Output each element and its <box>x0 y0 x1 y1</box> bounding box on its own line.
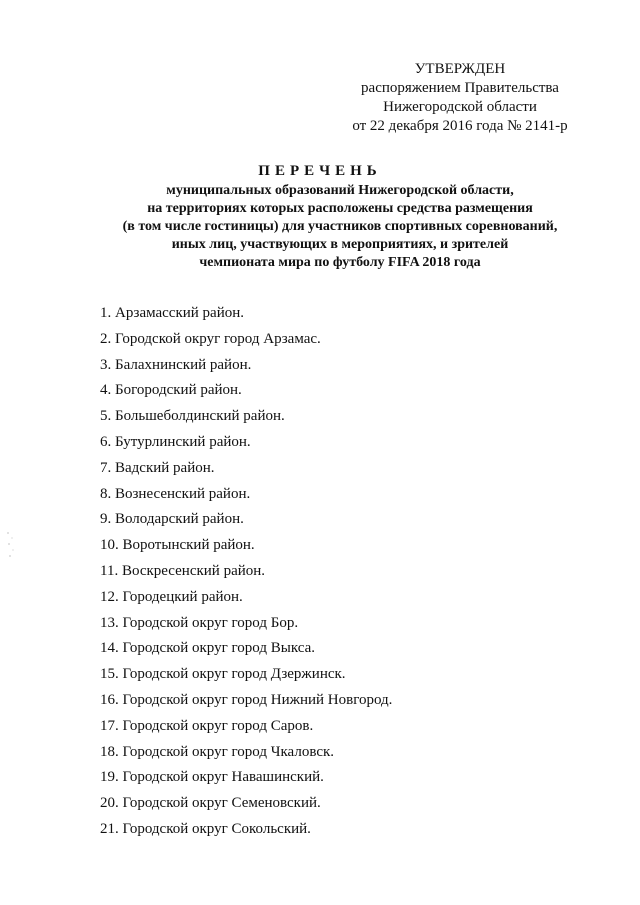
list-item: 8. Вознесенский район. <box>100 485 251 502</box>
list-item: 19. Городской округ Навашинский. <box>100 769 324 786</box>
approval-authority: распоряжением Правительства <box>361 80 559 96</box>
list-item: 1. Арзамасский район. <box>100 305 245 321</box>
list-item: 3. Балахнинский район. <box>100 356 252 373</box>
list-item: 12. Городецкий район. <box>100 588 243 605</box>
subtitle-line: чемпионата мира по футболу FIFA 2018 года <box>199 255 481 270</box>
list-item: 17. Городской округ город Саров. <box>100 717 314 734</box>
list-item: 6. Бутурлинский район. <box>100 433 251 450</box>
list-item: 4. Богородский район. <box>100 382 242 399</box>
list-item: 20. Городской округ Семеновский. <box>100 795 321 812</box>
scan-speckle <box>6 530 16 560</box>
list-item: 11. Воскресенский район. <box>100 562 266 579</box>
subtitle-line: муниципальных образований Нижегородской области, <box>166 183 514 198</box>
list-item: 10. Воротынский район. <box>100 537 255 554</box>
approval-heading: УТВЕРЖДЕН <box>414 61 506 77</box>
list-item: 5. Большеболдинский район. <box>100 408 285 425</box>
list-item: 2. Городской округ город Арзамас. <box>100 330 321 347</box>
subtitle-line: (в том числе гостиницы) для участников спортивных соревнований, <box>122 219 558 234</box>
list-item: 18. Городской округ город Чкаловск. <box>100 743 335 760</box>
approval-region: Нижегородской области <box>383 99 537 115</box>
list-item: 9. Володарский район. <box>100 511 244 528</box>
subtitle-line: на территориях которых расположены средства размещения <box>147 201 533 216</box>
document-title: ПЕРЕЧЕНЬ <box>258 163 382 179</box>
list-item: 7. Вадский район. <box>100 459 215 476</box>
subtitle-line: иных лиц, участвующих в мероприятиях, и зрителей <box>171 237 509 252</box>
document-subtitle <box>90 182 590 272</box>
list-item: 15. Городской округ город Дзержинск. <box>100 666 346 683</box>
approval-date-number: от 22 декабря 2016 года № 2141-р <box>352 118 568 134</box>
list-item: 21. Городской округ Сокольский. <box>100 820 311 837</box>
list-item: 16. Городской округ город Нижний Новгород. <box>100 691 393 708</box>
approval-stamp <box>330 60 590 136</box>
list-item: 14. Городской округ город Выкса. <box>100 640 315 657</box>
list-item: 13. Городской округ город Бор. <box>100 614 299 631</box>
municipality-list <box>100 303 392 845</box>
